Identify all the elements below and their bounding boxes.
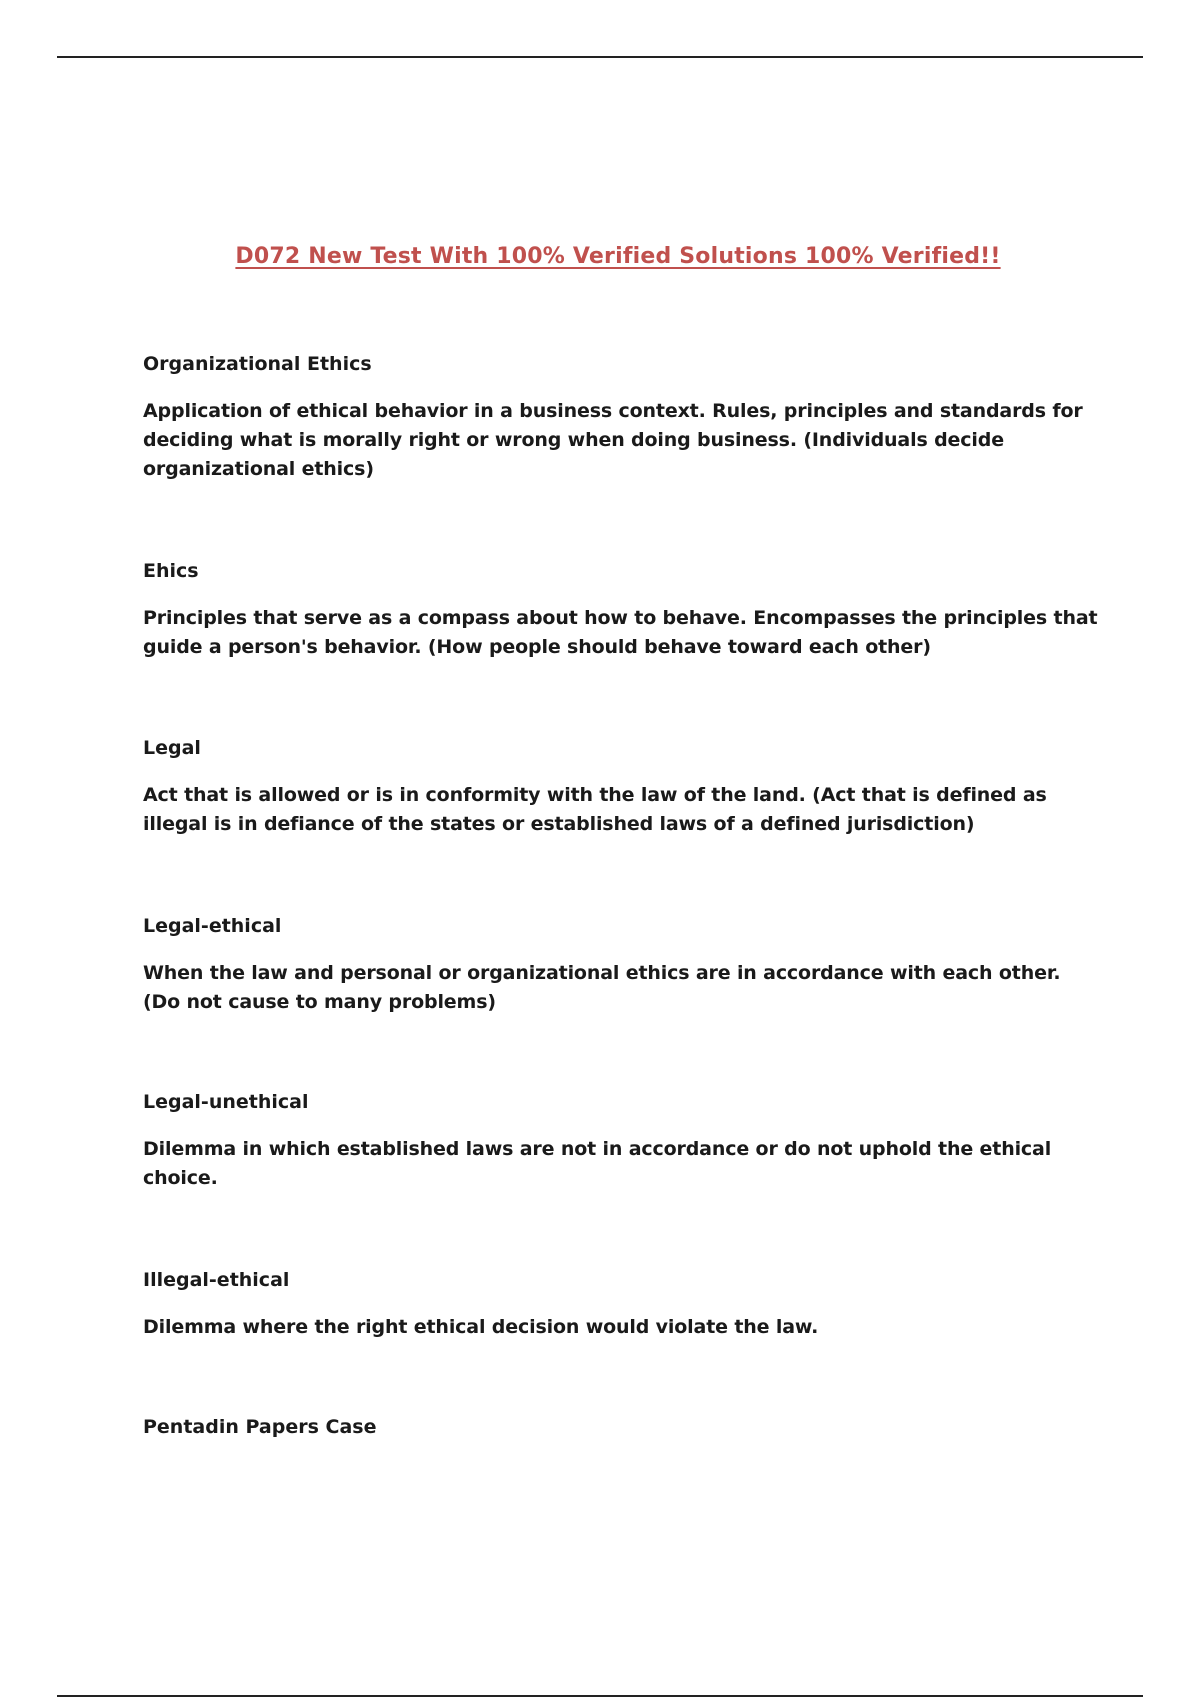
entry-definition: When the law and personal or organizational ethics are in accordance with each other. (Do not cause to many problems) [143,962,1061,1013]
entry-definition: Act that is allowed or is in conformity with the law of the land. (Act that is defined as illegal is in defiance of the states or established laws of a defined jurisdiction) [143,784,1047,835]
entry-term: Pentadin Papers Case [143,1416,377,1438]
entry-term: Illegal-ethical [143,1269,290,1291]
document-title: D072 New Test With 100% Verified Solutions 100% Verified!! [235,244,1001,269]
entry-term: Legal [143,737,201,759]
entry-definition: Dilemma in which established laws are not in accordance or do not uphold the ethical choice. [143,1138,1052,1189]
entry-pentadin-papers-case [143,1413,1103,1441]
entry-term: Legal-ethical [143,915,282,937]
entry-organizational-ethics [143,350,1103,484]
header-rule [57,56,1143,58]
entry-illegal-ethical [143,1266,1103,1342]
entry-legal [143,734,1103,839]
entry-ethics [143,557,1103,662]
entry-term: Organizational Ethics [143,353,372,375]
entry-legal-ethical [143,912,1103,1017]
entry-definition: Principles that serve as a compass about how to behave. Encompasses the principles that guide a person's behavior. (How people should behave toward each other) [143,607,1098,658]
entry-term: Ehics [143,560,199,582]
entry-definition: Dilemma where the right ethical decision would violate the law. [143,1316,819,1338]
entry-term: Legal-unethical [143,1091,309,1113]
entry-definition: Application of ethical behavior in a business context. Rules, principles and standards for deciding what is morally right or wrong when doing business. (Individuals decide organizational ethics) [143,400,1083,480]
document-body [143,350,1103,1460]
entry-legal-unethical [143,1088,1103,1193]
footer-rule [57,1695,1143,1697]
